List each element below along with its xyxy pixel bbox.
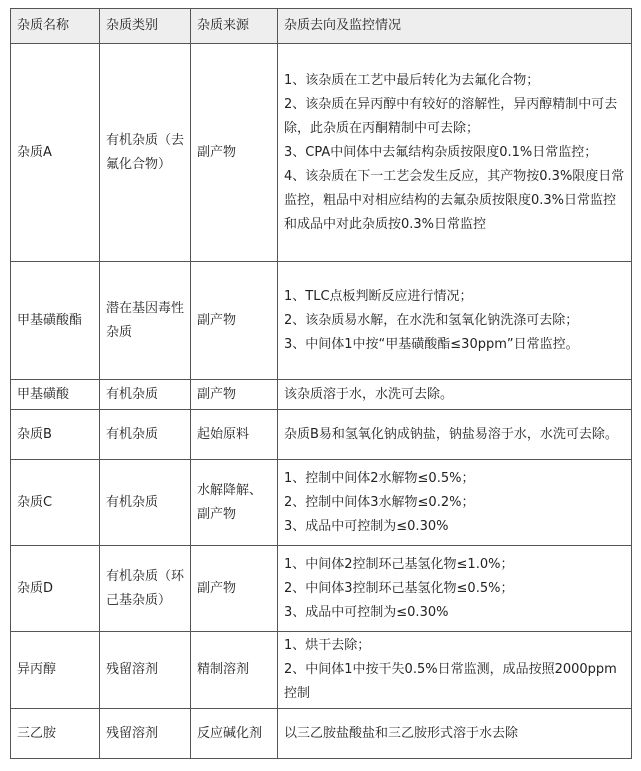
impurity-table	[10, 8, 632, 759]
fate-line: 2、中间体3控制环己基氢化物≤0.5%；	[284, 580, 514, 596]
fate-line: 3、CPA中间体中去氟结构杂质按限度0.1%日常监控；	[284, 144, 598, 160]
cell-fate	[278, 44, 632, 262]
fate-line: 杂质B易和氢氧化钠成钠盐，钠盐易溶于水，水洗可去除。	[284, 426, 618, 442]
cell-name: 异丙醇	[11, 632, 100, 709]
cell-category: 有机杂质	[100, 380, 191, 410]
fate-line: 该杂质溶于水，水洗可去除。	[284, 386, 454, 402]
cell-category: 有机杂质（环己基杂质）	[100, 546, 191, 632]
cell-name: 杂质C	[11, 460, 100, 546]
table-row	[11, 262, 632, 380]
cell-name: 杂质D	[11, 546, 100, 632]
table-row	[11, 546, 632, 632]
cell-category: 有机杂质	[100, 460, 191, 546]
fate-line: 以三乙胺盐酸盐和三乙胺形式溶于水去除	[284, 725, 519, 741]
cell-source: 精制溶剂	[191, 632, 278, 709]
fate-line: 2、控制中间体3水解物≤0.2%；	[284, 494, 475, 510]
cell-fate	[278, 546, 632, 632]
table-row	[11, 410, 632, 460]
cell-source: 副产物	[191, 380, 278, 410]
fate-line: 3、成品中可控制为≤0.30%	[284, 604, 449, 620]
fate-line: 2、该杂质在异丙醇中有较好的溶解性，异丙醇精制中可去除，此杂质在丙酮精制中可去除；	[284, 96, 618, 136]
cell-name: 杂质B	[11, 410, 100, 460]
cell-fate	[278, 262, 632, 380]
cell-name: 甲基磺酸酯	[11, 262, 100, 380]
cell-source: 副产物	[191, 44, 278, 262]
cell-category: 残留溶剂	[100, 709, 191, 759]
fate-line: 1、控制中间体2水解物≤0.5%；	[284, 470, 475, 486]
fate-line: 2、该杂质易水解，在水洗和氢氧化钠洗涤可去除；	[284, 312, 579, 328]
table-row	[11, 380, 632, 410]
fate-line: 1、TLC点板判断反应进行情况；	[284, 288, 473, 304]
fate-line: 3、中间体1中按“甲基磺酸酯≤30ppm”日常监控。	[284, 336, 579, 352]
cell-fate	[278, 410, 632, 460]
header-impurity-name: 杂质名称	[11, 9, 100, 44]
cell-fate	[278, 632, 632, 709]
cell-category: 有机杂质（去氟化合物）	[100, 44, 191, 262]
cell-source: 副产物	[191, 262, 278, 380]
cell-source: 反应碱化剂	[191, 709, 278, 759]
table-row	[11, 632, 632, 709]
cell-fate	[278, 380, 632, 410]
header-impurity-fate: 杂质去向及监控情况	[278, 9, 632, 44]
fate-line: 3、成品中可控制为≤0.30%	[284, 518, 449, 534]
cell-fate	[278, 460, 632, 546]
header-impurity-category: 杂质类别	[100, 9, 191, 44]
cell-fate	[278, 709, 632, 759]
fate-line: 4、该杂质在下一工艺会发生反应，其产物按0.3%限度日常监控，粗品中对相应结构的去氟杂质按限度0.3%日常监控和成品中对此杂质按0.3%日常监控	[284, 168, 625, 232]
fate-line: 2、中间体1中按干失0.5%日常监测，成品按照2000ppm控制	[284, 662, 617, 701]
fate-line: 1、该杂质在工艺中最后转化为去氟化合物；	[284, 72, 540, 88]
table-row	[11, 709, 632, 759]
table-header-row	[11, 9, 632, 44]
cell-category: 潜在基因毒性杂质	[100, 262, 191, 380]
table-row	[11, 460, 632, 546]
fate-line: 1、烘干去除；	[284, 638, 371, 653]
cell-source: 副产物	[191, 546, 278, 632]
cell-category: 有机杂质	[100, 410, 191, 460]
fate-line: 1、中间体2控制环己基氢化物≤1.0%；	[284, 556, 514, 572]
cell-category: 残留溶剂	[100, 632, 191, 709]
cell-source: 水解降解、副产物	[191, 460, 278, 546]
header-impurity-source: 杂质来源	[191, 9, 278, 44]
cell-name: 杂质A	[11, 44, 100, 262]
cell-name: 甲基磺酸	[11, 380, 100, 410]
table-row	[11, 44, 632, 262]
cell-source: 起始原料	[191, 410, 278, 460]
cell-name: 三乙胺	[11, 709, 100, 759]
